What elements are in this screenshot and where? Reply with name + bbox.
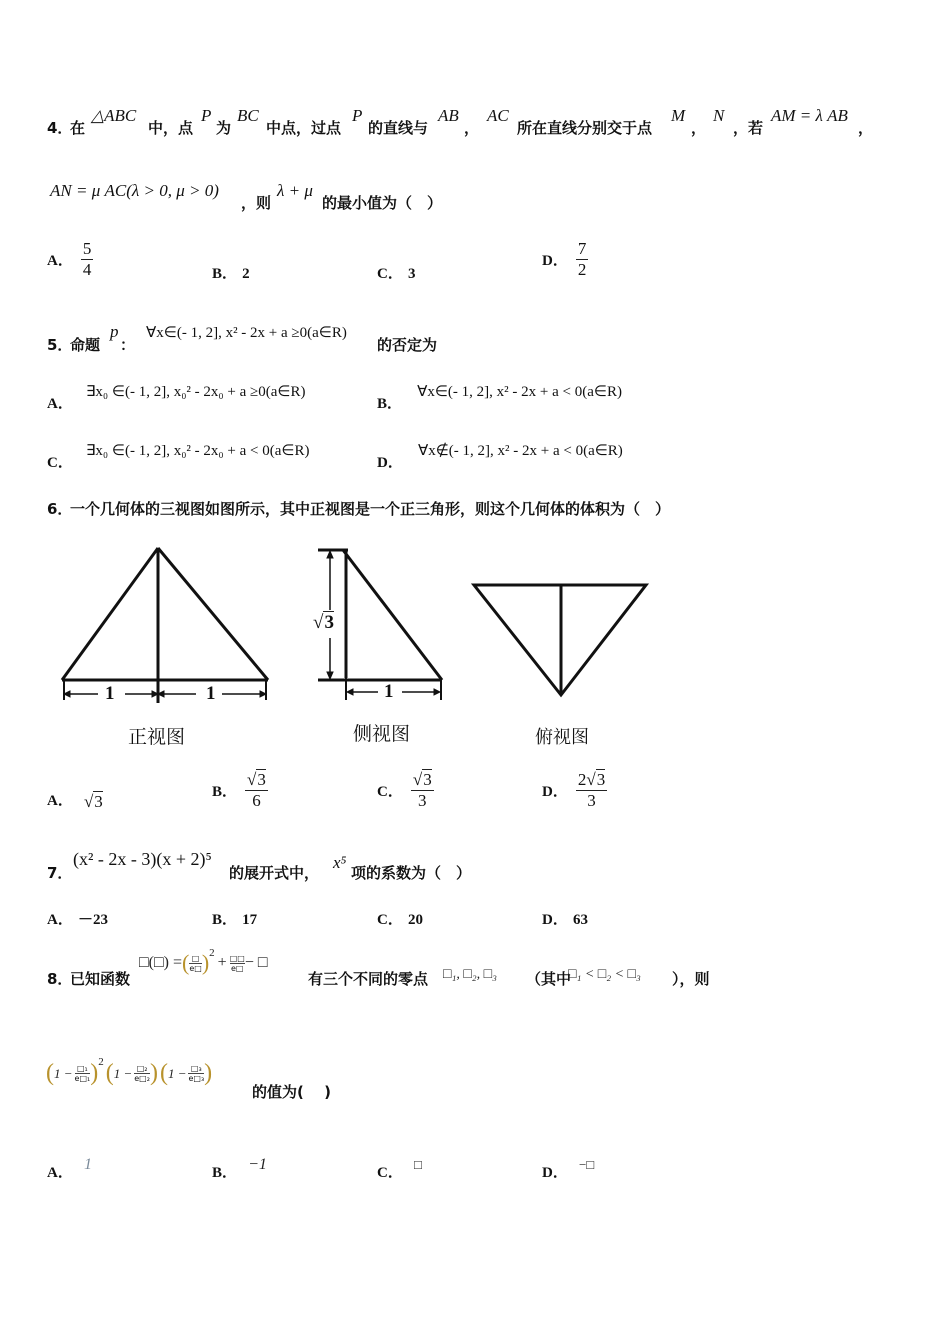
paren-close-icon: ) [201,950,210,975]
one-icon: 1 − [54,1065,73,1081]
q8-option-b[interactable] [212,1153,267,1181]
q8-text-then: ），则 [672,970,710,988]
q4-option-d-fraction [576,239,589,280]
q4-text-wei: 为 [216,119,232,137]
q4-math-ac: AC [487,106,509,125]
q4-math-p2: P [352,106,363,125]
q8-text-value-is: 的值为( ) [252,1083,331,1101]
side-view-dim-1: 1 [384,681,394,702]
q8-option-a-value: 1 [83,1156,92,1173]
arrow-head-icon [327,672,333,679]
plus-sign-icon: + [217,954,227,971]
q5-option-a-label: A． [47,396,73,412]
q6-option-b-radicand: 3 [257,769,266,789]
q7-option-c-label: C． [377,912,403,928]
q7-option-d[interactable] [542,908,588,929]
q8-option-d[interactable] [542,1153,595,1181]
q4-math-bc: BC [237,106,259,125]
q8-expr-power: 2 [98,1055,104,1068]
q4-option-b-label: B． [212,266,238,282]
q7-math-expression: (x² - 2x - 3)(x + 2)⁵ [73,849,212,869]
q6-option-c-num: √3 [412,769,432,789]
q7-text-expansion: 的展开式中， [229,864,320,882]
q4-option-b-value: 2 [242,266,250,282]
q4-math-ab: AB [438,106,459,125]
q5-option-a[interactable] [47,380,306,412]
q4-text-midpoint: 中，点 [148,119,194,137]
q8-option-a-label: A． [47,1165,73,1181]
q6-option-d[interactable] [542,766,607,814]
q6-option-b-num: √3 [247,769,266,789]
q5-option-b-label: B． [377,396,403,412]
one-icon: 1 − [167,1065,187,1081]
q4-math-m: M [671,106,686,125]
q6-option-b-den: 6 [252,790,261,810]
q6-option-c[interactable] [377,766,434,814]
q7-math-x5: x⁵ [333,853,347,872]
q4-text-if: ，若 [733,119,764,137]
q5-option-b-value: ∀x∈(- 1, 2], x² - 2x + a < 0(a∈R) [417,384,622,400]
arrow-head-icon [347,689,353,695]
q8-option-b-value: −1 [248,1156,267,1173]
q4-text-comma2: ， [691,119,707,137]
paren-open-icon: ( [182,950,190,975]
q6-option-d-coef: 2 [577,769,587,789]
three-view-figure [0,540,700,760]
q8-math-function-tail: − □ [244,954,268,971]
q6-option-b-label: B． [212,783,238,800]
q5-option-d-value: ∀x∉(- 1, 2], x² - 2x + a < 0(a∈R) [417,443,623,459]
q7-option-c[interactable] [377,908,423,929]
q5-option-c[interactable] [47,439,310,471]
q7-option-a-value: －23 [77,912,108,928]
side-view-label: 侧视图 [353,723,411,745]
q6-option-d-radicand: 3 [596,769,606,789]
side-view [318,550,442,700]
q6-option-b[interactable] [212,766,268,814]
q4-text-line: 的直线与 [368,119,429,137]
q7-option-a[interactable] [47,908,108,929]
q4-option-c-label: C． [377,266,403,282]
q5-number: 5． [47,336,73,354]
q4-option-a-num: 5 [82,238,92,258]
q4-math-am: AM = λ AB [771,106,848,125]
q5-math-p: p [110,322,119,341]
q4-text-then: ，则 [241,194,272,212]
q8-expr-mini-fraction-2: □₂ e□₂ [134,1064,150,1083]
q4-option-c[interactable] [377,262,415,283]
q5-option-c-value: ∃x₀ ∈(- 1, 2], x₀² - 2x₀ + a < 0(a∈R) [85,443,310,459]
arrow-head-icon [327,551,333,558]
q4-option-d[interactable] [542,234,588,284]
q5-text-colon: ： [120,336,136,354]
q8-option-d-value: −□ [578,1157,595,1172]
q4-text-comma3: ， [858,119,874,137]
q4-text-through: 中点，过点 [266,119,342,137]
paren-close-icon: ) [149,1060,158,1086]
q8-function-mini-fraction-2: □□ e□ [229,953,245,973]
q6-number: 6． [47,500,73,518]
q4-option-b[interactable] [212,262,250,283]
paren-close-icon: ) [90,1060,99,1086]
q5-text-proposition: 命题 [70,336,101,354]
q4-text-comma1: ， [464,119,480,137]
q7-option-b-value: 17 [242,912,258,928]
front-view-left-edge [62,548,158,680]
q5-option-d-label: D． [377,455,403,471]
q8-function-power: 2 [209,947,215,959]
q5-math-statement: ∀x∈(- 1, 2], x² - 2x + a ≥0(a∈R) [146,325,347,341]
q8-math-zeros: □₁, □₂, □₃ [443,967,497,982]
q4-number: 4． [47,119,73,137]
q7-option-a-label: A． [47,912,73,928]
q4-math-p: P [201,106,212,125]
q6-option-c-fraction [411,770,434,811]
paren-open-icon: ( [46,1060,54,1086]
front-view-dim-1: 1 [105,683,115,704]
q6-text: 一个几何体的三视图如图所示，其中正视图是一个正三角形，则这个几何体的体积为（ ） [70,500,671,518]
q4-option-a[interactable] [47,234,93,284]
q6-option-d-fraction [576,770,607,811]
arrow-head-icon [434,689,440,695]
q6-option-a-label: A． [47,793,73,809]
q6-option-c-den: 3 [418,790,427,810]
q6-option-c-label: C． [377,783,403,800]
q8-option-c[interactable] [377,1153,422,1181]
q7-option-d-label: D． [542,912,568,928]
q7-option-d-value: 63 [572,912,588,928]
q4-math-triangle-abc: △ABC [91,106,137,125]
side-view-slant-edge [343,550,442,680]
q4-text-min-value: 的最小值为（ ） [322,194,443,212]
q7-text-coefficient: 项的系数为（ ） [351,864,472,882]
q4-math-n: N [713,106,725,125]
q7-number: 7． [47,864,73,882]
q6-option-b-fraction [245,770,268,811]
q8-option-b-label: B． [212,1165,238,1181]
q4-option-c-value: 3 [407,266,416,282]
q6-option-d-label: D． [542,783,568,800]
front-view-right-edge [158,548,268,680]
q4-math-lambda-mu: λ + μ [277,181,313,200]
q6-option-c-radicand: 3 [423,769,432,789]
q8-number: 8． [47,970,73,988]
q4-option-d-label: D． [542,252,568,269]
q5-text-negation: 的否定为 [377,336,438,354]
q4-math-an: AN = μ AC(λ > 0, μ > 0) [50,181,219,200]
q4-option-d-den: 2 [577,259,587,279]
q4-option-a-fraction [81,239,94,280]
front-view-dim-2: 1 [206,683,216,704]
q4-option-a-den: 4 [82,259,92,279]
q5-option-c-label: C． [47,455,73,471]
side-view-dim-sqrt3-radicand: 3 [324,612,334,633]
q4-text-zai: 在 [70,119,86,137]
q6-option-a-radicand: 3 [94,792,103,811]
paren-close-icon: ) [204,1060,213,1086]
top-view [474,585,646,695]
q4-text-intersect: 所在直线分别交于点 [517,119,653,137]
q4-option-d-num: 7 [577,238,587,258]
q8-option-a[interactable] [47,1153,92,1181]
q8-math-order: □₁ < □₂ < □₃ [568,967,641,982]
paren-open-icon: ( [105,1060,114,1086]
q8-expr-mini-fraction-3: □₃ e□₃ [188,1064,205,1083]
q8-math-function-left: □(□) = [139,954,183,971]
q6-option-a[interactable] [47,789,103,810]
q7-option-b-label: B． [212,912,238,928]
q8-math-function [139,947,268,976]
q5-option-d[interactable] [377,439,623,471]
q8-option-d-label: D． [542,1165,568,1181]
top-view-label: 俯视图 [535,727,589,748]
q7-option-c-value: 20 [407,912,423,928]
q8-text-given: 已知函数 [70,970,131,988]
q8-expr-mini-fraction-1: □₁ e□₁ [74,1064,91,1083]
q5-option-b[interactable] [377,380,622,412]
q6-option-a-value: √3 [83,792,103,811]
q8-text-has-zeros: 有三个不同的零点 [308,970,429,988]
q8-function-mini-fraction: □ e□ [189,953,202,973]
one-icon: 1 − [113,1065,133,1081]
paren-open-icon: ( [159,1060,168,1086]
q8-option-c-value: □ [413,1157,422,1172]
q4-option-a-label: A． [47,252,73,269]
q6-option-d-den: 3 [587,790,596,810]
q7-option-b[interactable] [212,908,257,929]
q5-option-a-value: ∃x₀ ∈(- 1, 2], x₀² - 2x₀ + a ≥0(a∈R) [85,384,306,400]
q6-option-d-num: 2√3 [577,769,606,789]
q8-math-product-expression [46,1055,213,1087]
q8-text-where: （其中 [526,970,572,988]
side-view-dim-sqrt3: √3 [313,612,334,633]
front-view [62,548,268,703]
q8-option-c-label: C． [377,1165,403,1181]
front-view-label: 正视图 [128,726,186,748]
